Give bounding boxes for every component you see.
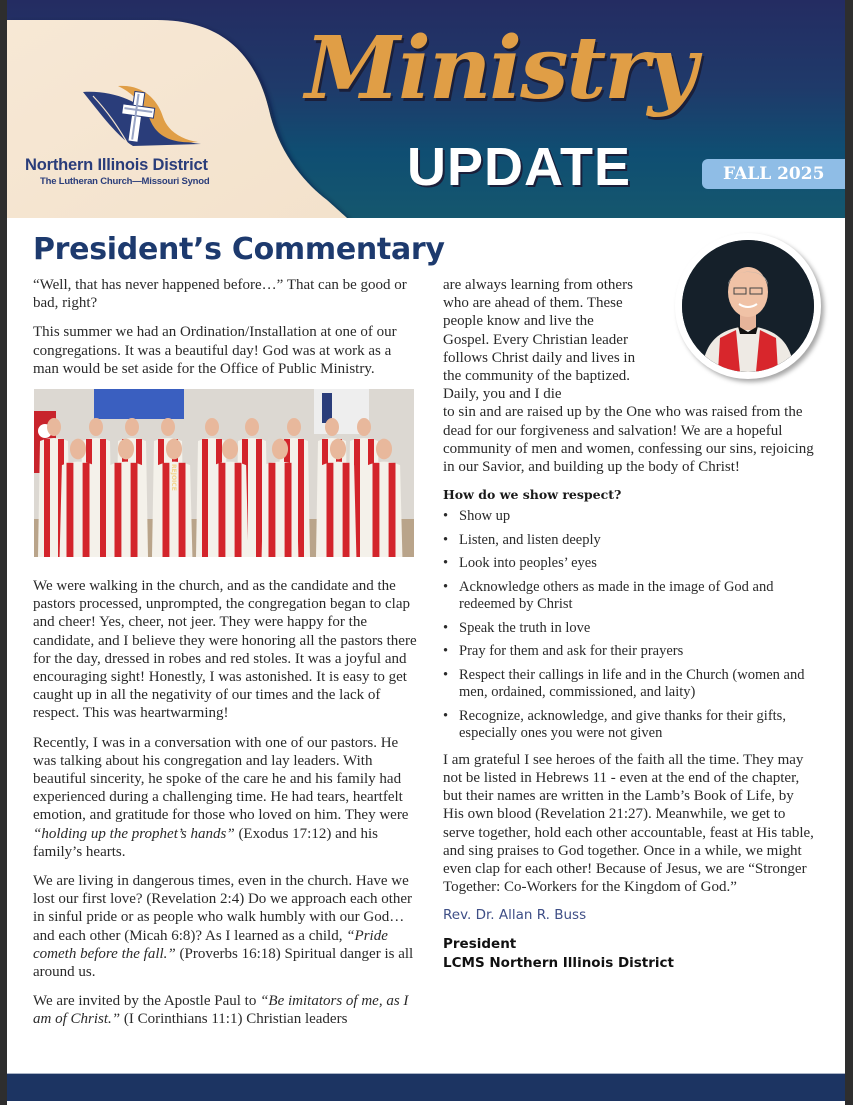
title-update: UPDATE — [407, 137, 632, 197]
paragraph-leaders-continued: to sin and are raised up by the One who was raised from the dead for our forgiveness and salvation! We are a hopeful community of men and women, confessing our sins, rejoicing in our Savior, and building up the body of Christ! — [443, 404, 814, 476]
respect-item — [443, 708, 818, 743]
newsletter-page — [7, 0, 845, 1105]
respect-heading: How do we show respect? — [443, 487, 622, 503]
signature-name: Rev. Dr. Allan R. Buss — [443, 907, 587, 924]
respect-item-text: Acknowledge others as made in the image of God and redeemed by Christ — [459, 578, 774, 613]
text-run: (Proverbs 16:18) Spiritual danger is all around us. — [33, 945, 414, 981]
paragraph-dangerous — [33, 872, 418, 981]
left-column — [33, 276, 418, 1040]
right-column — [443, 276, 818, 973]
respect-item-text: Look into peoples’ eyes — [459, 555, 597, 572]
org-subtitle: The Lutheran Church—Missouri Synod — [40, 176, 210, 187]
group-photo — [34, 389, 414, 557]
signature-organization: LCMS Northern Illinois District — [443, 955, 675, 972]
paragraph-walking: We were walking in the church, and as the candidate and the pastors processed, unprompted, the congregation began to clap and cheer! Yes, cheer, not jeer. They were happy for the candidate, and I believe they were honoring all the pastors there for the day, dressed in robes and red stoles. It was a joyful and encouraging sight! Honestly, I was astonished. It is easy to get caught up in all the negativity of our times and the lack of respect. This was heartwarming! — [33, 578, 417, 722]
respect-list — [443, 508, 818, 743]
paragraph-invited — [33, 992, 418, 1028]
paragraph-recently — [33, 734, 418, 861]
bullet-icon: • — [443, 578, 449, 595]
paragraph-closing: I am grateful I see heroes of the faith all the time. They may not be listed in Hebrews 11 - even at the end of the chapter, but their names are written in the Lamb’s Book of Life, by His own blood (Revelation 21:27). Meanwhile, we get to serve together, hold each other accountable, feast at His table, and sing praises to God together. Once in a while, we might even clap for each other! Because of Jesus, we are “Stronger Together: Co-Workers for the Kingdom of God.” — [443, 751, 814, 896]
district-logo — [25, 82, 255, 192]
bullet-icon: • — [443, 531, 449, 548]
respect-item — [443, 532, 818, 550]
respect-item — [443, 643, 818, 661]
signature-title: President — [443, 936, 517, 953]
footer-bar — [7, 1073, 845, 1101]
paragraph-leaders-wrap: are always learning from others who are ahead of them. These people know and live the Gospel. Every Christian leader follows Christ daily and lives in the community of the baptized. Daily, you and I die — [443, 277, 636, 403]
respect-item — [443, 620, 818, 638]
bullet-icon: • — [443, 643, 449, 660]
bullet-icon: • — [443, 666, 449, 683]
respect-item — [443, 667, 818, 702]
text-run: Recently, I was in a conversation with one of our pastors. He was talking about his congregation and lay leaders. With beautiful sincerity, he spoke of the care he and his family had experienced during a challenging time. He had tears, heartfelt emotion, and gratitude for those who loved on him. They were — [33, 734, 409, 824]
projector-screen — [94, 389, 184, 419]
pastors-group-image — [34, 389, 414, 557]
paragraph-intro: “Well, that has never happened before…” That can be good or bad, right? — [33, 277, 407, 312]
title-ministry: Ministry — [305, 18, 696, 119]
bullet-icon: • — [443, 555, 449, 572]
respect-item — [443, 555, 818, 573]
respect-item-text: Listen, and listen deeply — [459, 531, 601, 548]
respect-item-text: Recognize, acknowledge, and give thanks for their gifts, especially ones you were not given — [459, 707, 786, 742]
respect-item-text: Respect their callings in life and in the Church (women and men, ordained, commissioned, and laity) — [459, 666, 805, 701]
issue-badge: FALL 2025 — [702, 159, 845, 189]
respect-item-text: Show up — [459, 508, 511, 525]
bullet-icon: • — [443, 707, 449, 724]
text-run: (Exodus 17:12) and his family’s hearts. — [33, 825, 379, 860]
article-heading: President’s Commentary — [33, 232, 445, 267]
respect-item — [443, 508, 818, 526]
org-name: Northern Illinois District — [25, 156, 208, 174]
scripture-quote: “Be imitators of me, as I am of Christ.” — [33, 993, 409, 1028]
scripture-quote: “holding up the prophet’s hands” — [33, 825, 235, 842]
paragraph-ordination: This summer we had an Ordination/Installation at one of our congregations. It was a beautiful day! God was at work as a man would be set aside for the Office of Public Ministry. — [33, 324, 397, 377]
text-run: We are living in dangerous times, even in the church. Have we lost our first love? (Revelation 2:4) Do we approach each other in sinful pride or as people who walk humbly with our God… and each other (Micah 6:8)? As I learned as a child, — [33, 873, 413, 944]
cross-logo-icon — [73, 82, 203, 152]
respect-item-text: Speak the truth in love — [459, 619, 591, 636]
text-run: (I Corinthians 11:1) Christian leaders — [120, 1011, 348, 1028]
bullet-icon: • — [443, 508, 449, 525]
scripture-quote: “Pride cometh before the fall.” — [33, 927, 388, 962]
stole-text: REJOICE — [170, 464, 177, 491]
text-run: We are invited by the Apostle Paul to — [33, 993, 261, 1010]
bullet-icon: • — [443, 619, 449, 636]
respect-item-text: Pray for them and ask for their prayers — [459, 643, 684, 660]
respect-item — [443, 579, 818, 614]
masthead — [7, 0, 845, 218]
